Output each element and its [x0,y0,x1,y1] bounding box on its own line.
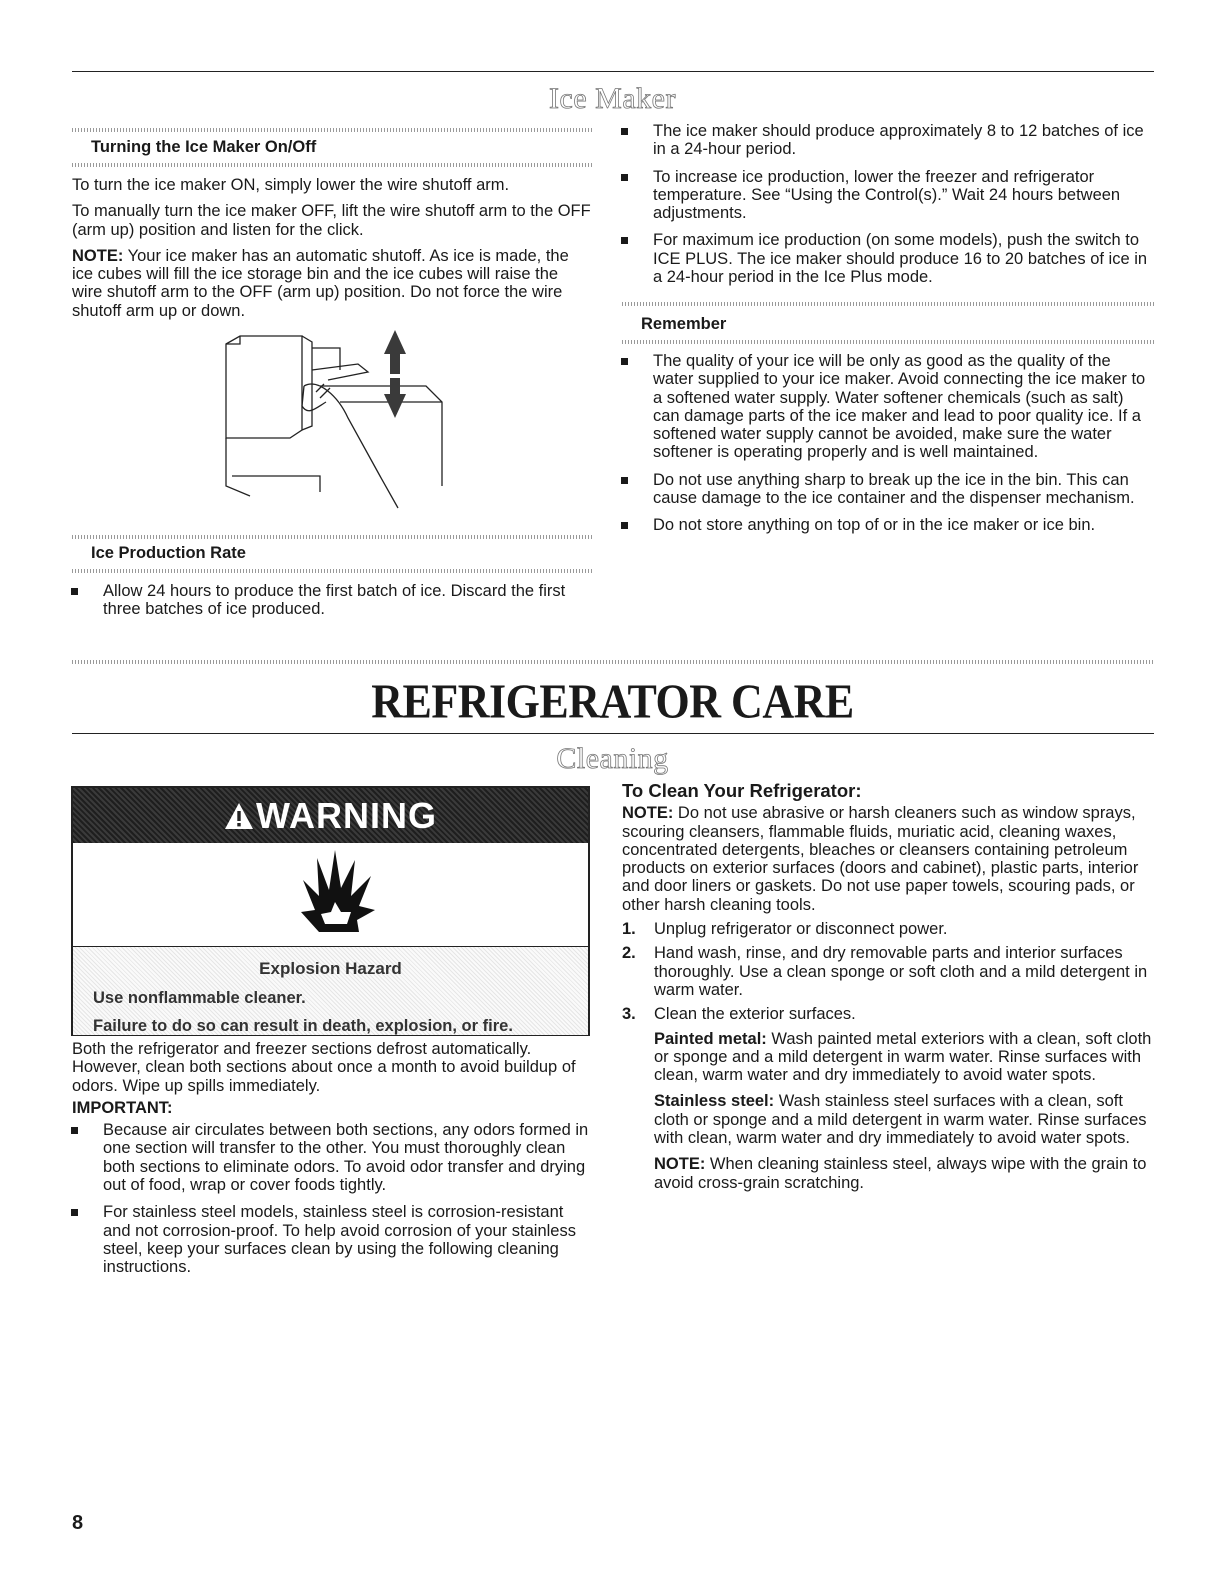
warning-triangle-icon [224,802,254,830]
on-off-heading: Turning the Ice Maker On/Off [91,138,317,156]
stainless-steel-label: Stainless steel: [654,1092,775,1111]
remember-heading: Remember [641,315,727,333]
stainless-note-paragraph [654,1155,1152,1192]
warning-body [73,946,588,1035]
list-item: The ice maker should produce approximately 8 to 12 batches of ice in a 24-hour period. [619,122,1149,159]
step-number: 2. [622,944,636,963]
refrigerator-care-title: REFRIGERATOR CARE [371,674,854,729]
production-heading-wrap [72,542,592,564]
hazard-title: Explosion Hazard [259,959,402,978]
on-off-note [72,247,592,320]
explosion-icon [297,850,377,934]
divider [622,302,1154,306]
warning-label: WARNING [256,795,437,836]
note-text: Your ice maker has an automatic shutoff. As ice is made, the ice cubes will fill the ice storage bin and the ice cubes will raise the wire shutoff arm to the OFF (arm up) position. Do not force the wire shutoff arm up or down. [72,246,569,320]
cleaning-title: Cleaning [556,742,669,775]
stainless-steel-text: Wash stainless steel surfaces with a clean, soft cloth or sponge and a mild detergent in warm water. Rinse surfaces with clean, warm water and dry immediately to avoid water spots. [654,1092,1147,1148]
step-text: Clean the exterior surfaces. [654,1005,856,1024]
note-text: When cleaning stainless steel, always wipe with the grain to avoid cross-grain scratching. [654,1155,1147,1192]
stainless-steel-paragraph [654,1092,1152,1147]
remember-list [619,352,1149,544]
how-to-clean-heading: To Clean Your Refrigerator: [622,780,862,801]
on-off-body [72,176,592,328]
list-item: The quality of your ice will be only as good as the quality of the water supplied to your ice maker. Avoid connecting the ice maker to a softened water supply. Water softener chemicals (such as salt) can damage parts of the ice maker and lead to poor quality ice. If a softened water supply cannot be avoided, make sure the water softener is operating properly and is well maintained. [619,352,1149,462]
ice-maker-title: Ice Maker [549,82,676,115]
list-item: For maximum ice production (on some models), push the switch to ICE PLUS. The ice maker should produce 16 to 20 batches of ice in a 24-hour period in the Ice Plus mode. [619,231,1149,286]
step-item [622,1005,1152,1023]
on-off-p2: To manually turn the ice maker OFF, lift the wire shutoff arm to the OFF (arm up) position and listen for the click. [72,202,591,239]
note-label: NOTE: [622,804,674,823]
list-item: To increase ice production, lower the freezer and refrigerator temperature. See “Using the Control(s).” Wait 24 hours between adjustments. [619,168,1149,223]
step-text: Unplug refrigerator or disconnect power. [654,920,948,939]
warning-header [73,788,588,843]
section-divider [72,660,1154,664]
painted-metal-text: Wash painted metal exteriors with a clean, soft cloth or sponge and a mild detergent in warm water. Rinse surfaces with clean, warm water and dry immediately to avoid water spots. [654,1029,1152,1085]
ice-maker-illustration [220,326,450,516]
step-item [622,920,1152,938]
how-to-note [622,804,1152,914]
divider [72,569,592,573]
painted-metal-label: Painted metal: [654,1029,767,1048]
step-number: 3. [622,1005,636,1024]
production-rate-heading: Ice Production Rate [91,544,246,562]
divider [622,340,1154,344]
step-item [622,944,1152,999]
note-label: NOTE: [654,1155,706,1174]
production-list-left [69,582,592,628]
cleaning-intro: Both the refrigerator and freezer sections defrost automatically. However, clean both sections about once a month to avoid buildup of odors. Wipe up spills immediately. [72,1040,576,1095]
step-number: 1. [622,920,636,939]
divider [72,163,592,167]
list-item: For stainless steel models, stainless steel is corrosion-resistant and not corrosion-proof. To help avoid corrosion of your stainless steel, keep your surfaces clean by using the following cleaning instructions. [69,1203,592,1276]
care-rule [72,733,1154,734]
painted-metal-paragraph [654,1030,1152,1085]
page-number: 8 [72,1512,84,1534]
step-text: Hand wash, rinse, and dry removable parts and interior surfaces thoroughly. Use a clean sponge or soft cloth and a mild detergent in warm water. [654,944,1148,999]
important-label: IMPORTANT: [72,1098,173,1117]
divider [72,128,592,132]
ice-maker-left-column [72,136,592,158]
warning-line-2: Failure to do so can result in death, explosion, or fire. [93,1017,513,1035]
note-text: Do not use abrasive or harsh cleaners such as window sprays, scouring cleansers, flammable fluids, muriatic acid, cleaning waxes, concentrated detergents, bleaches or cleansers containing petroleum products on exterior surfaces (doors and cabinet), plastic parts, interior and door liners or gaskets. Do not use paper towels, scouring pads, or other harsh cleaning tools. [622,804,1139,914]
production-list-right [619,122,1149,295]
list-item: Because air circulates between both sections, any odors formed in one section will transfer to the other. You must thoroughly clean both sections to eliminate odors. To avoid odor transfer and drying out of food, wrap or cover foods tightly. [69,1121,592,1194]
list-item: Allow 24 hours to produce the first batch of ice. Discard the first three batches of ice produced. [69,582,592,619]
on-off-p1: To turn the ice maker ON, simply lower the wire shutoff arm. [72,176,510,194]
divider [72,535,592,539]
list-item: Do not store anything on top of or in the ice maker or ice bin. [619,516,1149,534]
cleaning-left-column [72,1040,592,1286]
warning-line-1: Use nonflammable cleaner. [93,989,306,1007]
warning-box [71,786,590,1036]
exterior-details [622,1030,1152,1192]
list-item: Do not use anything sharp to break up the ice in the bin. This can cause damage to the ice container and the dispenser mechanism. [619,471,1149,508]
cleaning-right-column [622,782,1152,1200]
remember-heading-wrap [622,313,1154,335]
note-label: NOTE: [72,246,124,265]
top-rule [72,71,1154,72]
